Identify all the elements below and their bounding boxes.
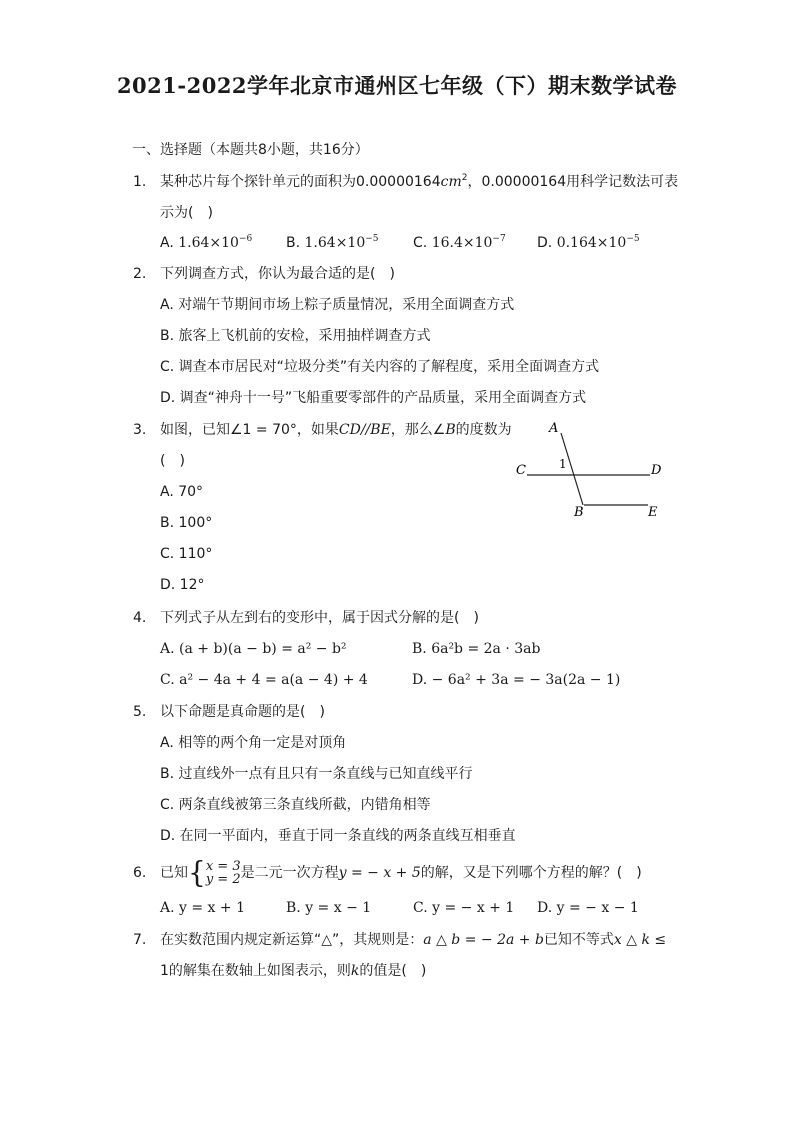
question-number: 3. xyxy=(133,422,147,438)
options-row xyxy=(160,898,660,918)
label-angle-1: 1 xyxy=(559,457,567,471)
option-c[interactable]: C. a² − 4a + 4 = a(a − 4) + 4 xyxy=(160,672,368,688)
option-b[interactable]: B. 6a²b = 2a · 3ab xyxy=(412,641,541,657)
question-stem: 如图，已知∠1 = 70°，如果CD//BE，那么∠B的度数为 xyxy=(160,422,512,438)
question-stem-cont: 示为( ) xyxy=(160,205,213,221)
options-row xyxy=(160,233,680,253)
section-heading: 一、选择题（本题共8小题，共16分） xyxy=(132,142,369,158)
system-brace: { xyxy=(188,855,206,890)
question-stem-cont: ( ) xyxy=(160,453,185,469)
option-a[interactable]: A. 相等的两个角一定是对顶角 xyxy=(160,735,347,751)
option-c[interactable]: C. $16.4\times 10^{-7}$ xyxy=(413,234,506,251)
option-b[interactable]: B. 过直线外一点有且只有一条直线与已知直线平行 xyxy=(160,766,473,782)
question-stem: 下列调查方式，你认为最合适的是( ) xyxy=(160,266,395,282)
question-number: 2. xyxy=(133,266,147,282)
question-number: 5. xyxy=(133,704,147,720)
exam-title: 2021-2022学年北京市通州区七年级（下）期末数学试卷 xyxy=(116,73,678,98)
question-stem: 以下命题是真命题的是( ) xyxy=(160,704,325,720)
option-a[interactable]: A. 对端午节期间市场上粽子质量情况，采用全面调查方式 xyxy=(160,297,515,313)
question-stem: 下列式子从左到右的变形中，属于因式分解的是( ) xyxy=(160,610,479,626)
option-d[interactable]: D. − 6a² + 3a = − 3a(2a − 1) xyxy=(412,672,621,688)
option-a[interactable]: A. 70° xyxy=(160,484,204,500)
option-d[interactable]: D. $0.164\times 10^{-5}$ xyxy=(537,234,640,251)
option-b[interactable]: B. $1.64\times 10^{-5}$ xyxy=(286,234,379,251)
option-a[interactable]: A. $1.64\times 10^{-6}$ xyxy=(160,234,253,251)
question-stem: 某种芯片每个探针单元的面积为$0.00000164cm^2$，0.00000164用科学记数法可表 xyxy=(160,173,679,190)
label-a: A xyxy=(549,421,559,436)
option-c[interactable]: C. 调查本市居民对“垃圾分类”有关内容的了解程度，采用全面调查方式 xyxy=(160,359,600,375)
option-c[interactable]: C. y = − x + 1 xyxy=(413,900,515,916)
option-d[interactable]: D. 调查“神舟十一号”飞船重要零部件的产品质量，采用全面调查方式 xyxy=(160,390,587,406)
option-b[interactable]: B. 100° xyxy=(160,515,213,531)
label-d: D xyxy=(651,463,662,478)
option-b[interactable]: B. 旅客上飞机前的安检，采用抽样调查方式 xyxy=(160,328,431,344)
question-number: 1. xyxy=(133,174,147,190)
option-a[interactable]: A. (a + b)(a − b) = a² − b² xyxy=(160,641,347,657)
question-number: 7. xyxy=(133,932,147,948)
option-d[interactable]: D. y = − x − 1 xyxy=(537,900,639,916)
question-stem-cont: 1的解集在数轴上如图表示，则k的值是( ) xyxy=(160,963,427,979)
option-d[interactable]: D. 在同一平面内，垂直于同一条直线的两条直线互相垂直 xyxy=(160,828,516,844)
question-number: 6. xyxy=(133,865,147,881)
option-c[interactable]: C. 两条直线被第三条直线所截，内错角相等 xyxy=(160,797,431,813)
question-stem: 已知{x = 3 y = 2是二元一次方程y = − x + 5的解，又是下列哪个方程的解？( ) xyxy=(160,855,642,890)
option-b[interactable]: B. y = x − 1 xyxy=(286,900,372,916)
label-c: C xyxy=(516,463,526,478)
question-stem: 在实数范围内规定新运算“△”，其规则是：a △ b = − 2a + b已知不等式x △ k ≤ xyxy=(160,932,667,948)
label-e: E xyxy=(648,505,658,520)
question-number: 4. xyxy=(133,610,147,626)
label-b: B xyxy=(574,505,584,520)
option-c[interactable]: C. 110° xyxy=(160,546,213,562)
parallel-lines-figure xyxy=(510,415,670,525)
option-a[interactable]: A. y = x + 1 xyxy=(160,900,245,916)
option-d[interactable]: D. 12° xyxy=(160,577,205,593)
equation-system: x = 3 y = 2 xyxy=(205,859,241,887)
